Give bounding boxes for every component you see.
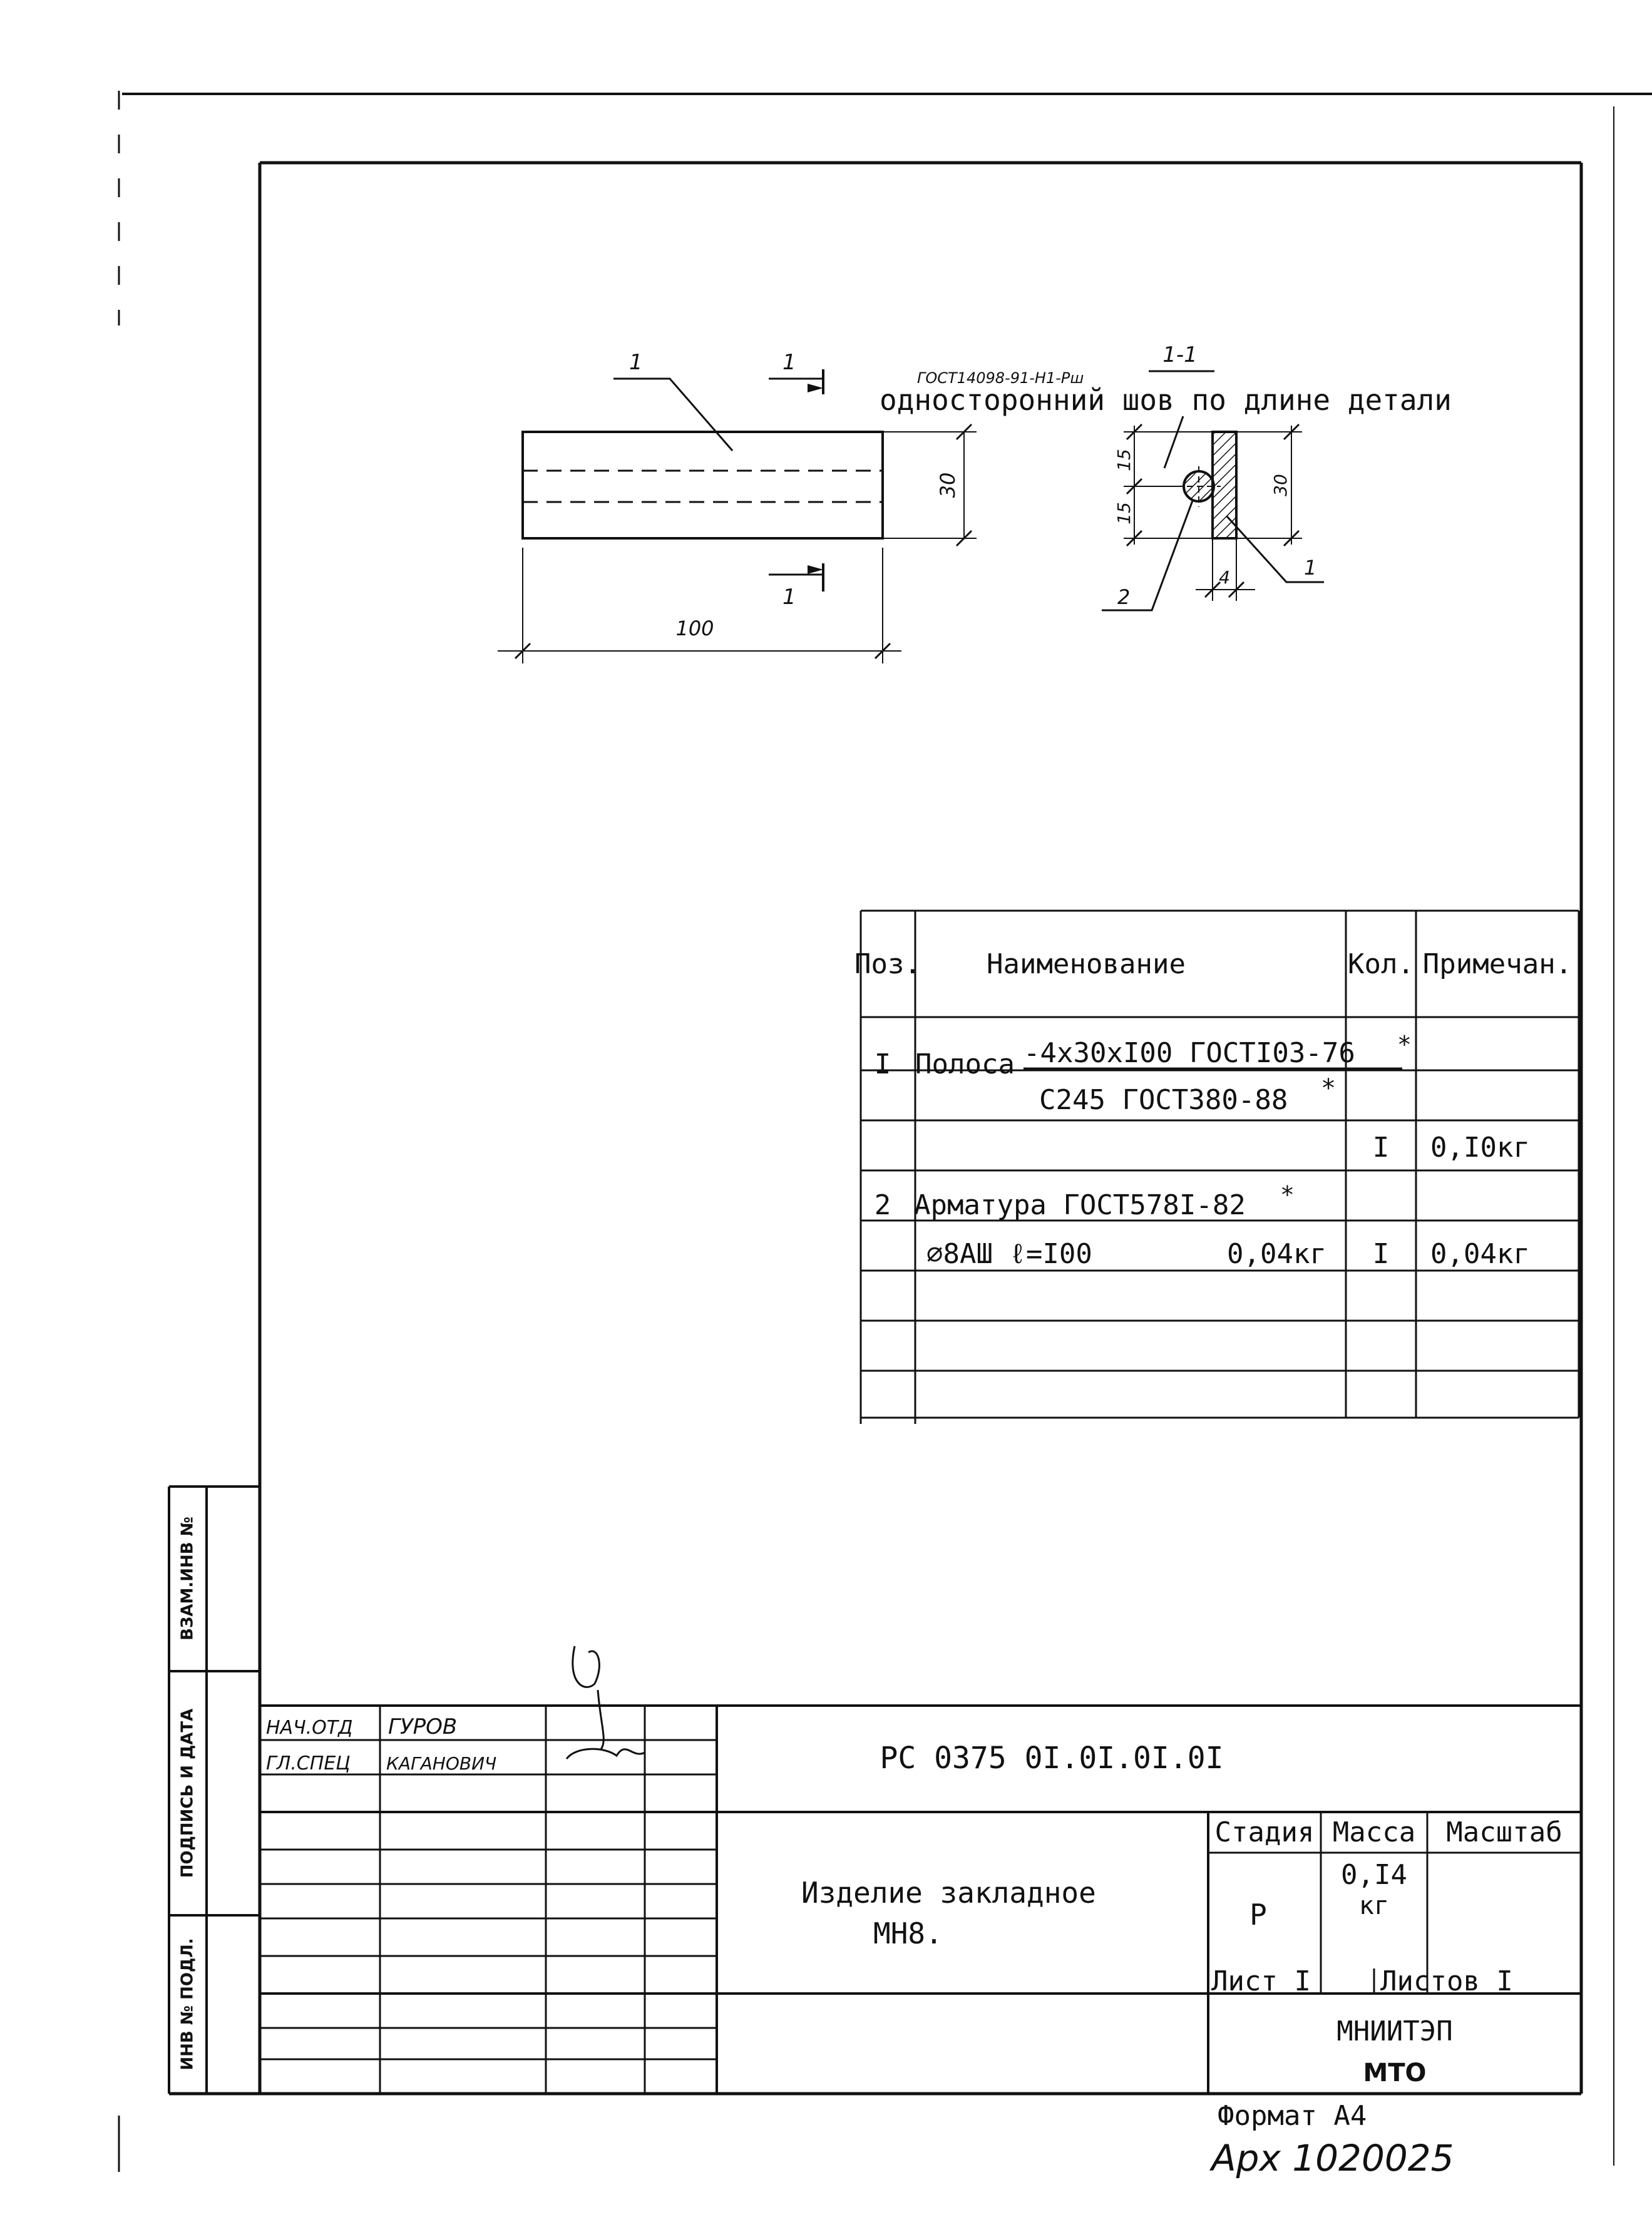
dim-length: 100 (675, 617, 714, 640)
product-name-line1: Изделие закладное (801, 1876, 1096, 1910)
spec-row3-name: Арматура ГОСТ578I-82 (914, 1189, 1246, 1221)
strip-front-rect (523, 432, 883, 538)
spec-row4-note: 0,04кг (1430, 1238, 1530, 1270)
spec-row2-qty: I (1372, 1132, 1390, 1164)
archive-number: Арх 1020025 (1211, 2137, 1454, 2179)
dim-thickness: 4 (1219, 567, 1230, 588)
mass-label: Масса (1332, 1816, 1416, 1848)
side-label-podpis: ПОДПИСЬ И ДАТА (178, 1708, 197, 1878)
sheet-label: Лист I (1211, 1965, 1311, 1997)
weld-standard: ГОСТ14098-91-Н1-Рш (917, 369, 1084, 387)
leader-pos1-front (613, 379, 732, 451)
org-name: МНИИТЭП (1336, 2015, 1453, 2047)
front-pos-1: 1 (629, 350, 643, 375)
org-dept: МТО (1363, 2059, 1427, 2087)
dim-height-front: 30 (936, 472, 960, 498)
spec-row2-note: 0,I0кг (1430, 1132, 1530, 1164)
section-view (1102, 424, 1324, 610)
spec-header-note: Примечан. (1422, 948, 1572, 980)
side-label-inv: ИНВ № ПОДЛ. (178, 1938, 197, 2071)
doc-code: РС 0375 0I.0I.0I.0I (880, 1741, 1224, 1776)
dim-height-section: 30 (1270, 474, 1291, 496)
dim-lower-half: 15 (1114, 502, 1134, 525)
role-head-dept: НАЧ.ОТД (266, 1717, 353, 1739)
spec-row3-name-mark: * (1280, 1181, 1295, 1209)
weld-note: односторонний шов по длине детали (880, 383, 1452, 417)
spec-row1-fraction-bottom: С245 ГОСТ380-88 (1039, 1084, 1288, 1116)
dim-upper-half: 15 (1114, 449, 1134, 471)
stage-label: Стадия (1214, 1816, 1315, 1848)
section-mark-bottom: 1 (782, 585, 796, 610)
signature-scribble (567, 1646, 645, 1759)
section-pos-2: 2 (1117, 585, 1131, 609)
name-gurov: ГУРОВ (388, 1714, 458, 1739)
spec-row1-name: Полоса (915, 1048, 1015, 1080)
spec-row1-fraction-top-mark: * (1397, 1031, 1412, 1058)
spec-header-name: Наименование (987, 948, 1186, 980)
mass-value: 0,I4 (1341, 1859, 1407, 1891)
sheets-label: Листов I (1380, 1965, 1513, 1997)
weld-note-leader (1164, 416, 1183, 468)
spec-row3-pos: 2 (874, 1189, 891, 1221)
side-label-vzam: ВЗАМ.ИНВ № (178, 1517, 197, 1641)
stage-value: Р (1249, 1898, 1267, 1932)
spec-table (861, 911, 1579, 1424)
scale-label: Масштаб (1446, 1816, 1562, 1848)
name-kaganovich: КАГАНОВИЧ (386, 1753, 497, 1774)
spec-header-pos: Поз. (854, 948, 921, 980)
section-pos-1: 1 (1304, 556, 1317, 580)
spec-row4-name: ⌀8АШ ℓ=I00 (926, 1238, 1092, 1270)
mass-unit: кг (1358, 1891, 1390, 1920)
spec-row1-fraction-bottom-mark: * (1321, 1074, 1336, 1103)
spec-row1-pos: I (874, 1048, 891, 1080)
role-chief-spec: ГЛ.СПЕЦ (266, 1753, 351, 1774)
spec-row4-qty: I (1372, 1238, 1390, 1270)
product-name-line2: МН8. (873, 1917, 943, 1950)
section-title: 1-1 (1162, 342, 1198, 367)
format-label: Формат А4 (1218, 2100, 1367, 2132)
spec-row4-mass: 0,04кг (1227, 1238, 1326, 1270)
spec-header-qty: Кол. (1348, 948, 1414, 980)
section-mark-top: 1 (782, 350, 796, 375)
spec-row1-fraction-top: -4x30xI00 ГОСТI03-76 (1024, 1037, 1355, 1069)
